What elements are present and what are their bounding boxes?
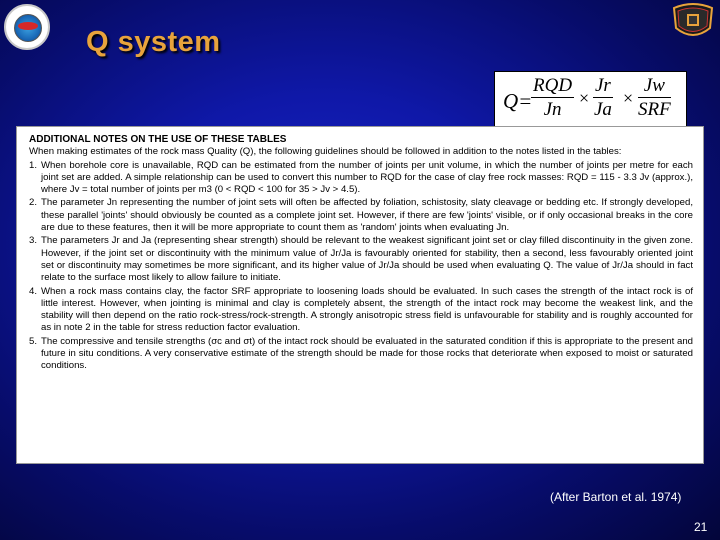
page-number: 21 — [694, 520, 708, 534]
formula-term-jr-ja: $\frac{Jr}{Ja}$ — [593, 75, 612, 120]
formula-times-1: × — [579, 88, 590, 108]
note-item: 4. When a rock mass contains clay, the factor SRF appropriate to loosening loads should be evaluated. In such cases the strength of the intact rock is of little interest. However, when jointing is minimal and clay is completely absent, the strength of the intact rock may become the weakest link, and the stability will then depend on the ratio rock-stress/rock-strength. A strongly anisotropic stress field is unfavourable for stability and is roughly accounted for as in note 2 in the table for stress reduction factor evaluation. — [29, 285, 693, 334]
formula-lhs: Q= — [503, 89, 533, 113]
formula-term-rqd-jn: RQD Jn — [533, 75, 573, 120]
formula-times-2: × — [623, 88, 634, 108]
q-formula — [494, 71, 687, 129]
swoosh-icon — [18, 22, 38, 30]
formula-term-jw-srf: Jw SRF — [638, 75, 671, 120]
slide-title: Q system — [86, 26, 221, 58]
note-item: 5. The compressive and tensile strengths (σc and σt) of the intact rock should be evaluated in the saturated condition if this is appropriate to the present and future in situ conditions. A very conservative estimate of the strength should be made for those rocks that deteriorate when exposed to moist or saturated conditions. — [29, 335, 693, 372]
citation-caption: (After Barton et al. 1974) — [550, 490, 682, 504]
emblem-logo — [670, 2, 716, 42]
notes-intro: When making estimates of the rock mass Quality (Q), the following guidelines should be followed in addition to the notes listed in the tables: — [29, 146, 622, 158]
note-item: 3. The parameters Jr and Ja (representing shear strength) should be relevant to the weakest significant joint set or clay filled discontinuity in the given zone. However, if the joint set or discontinuity with the minimum value of Jr/Ja is favourably oriented for stability, then a second, less favourably oriented joint set or discontinuity may sometimes be more significant, and its higher value of Jr/Ja should be used when evaluating Q. The value of Jr/Ja should in fact relate to the surface most likely to allow failure to initiate. — [29, 235, 693, 284]
note-item: 1. When borehole core is unavailable, RQD can be estimated from the number of joints per unit volume, in which the number of joints per metre for each joint set are added. A simple relationship can be used to convert this number to RQD for the case of clay free rock masses: RQD = 115 - 3.3 Jv (approx.), where Jv = total number of joints per m3 (0 < RQD < 100 for 35 > Jv > 4.5). — [29, 159, 693, 196]
notes-heading: ADDITIONAL NOTES ON THE USE OF THESE TABLES — [29, 134, 287, 145]
notes-panel — [16, 126, 704, 464]
note-item: 2. The parameter Jn representing the number of joint sets will often be affected by foliation, schistosity, slaty cleavage or bedding etc. If strongly developed, these parallel 'joints' should obviously be counted as a complete joint set. However, if there are few 'joints' visible, or if only occasional breaks in the core are due to these features, then it will be more appropriate to count them as 'random' joints when evaluating Jn. — [29, 197, 693, 234]
university-logo — [4, 4, 50, 50]
